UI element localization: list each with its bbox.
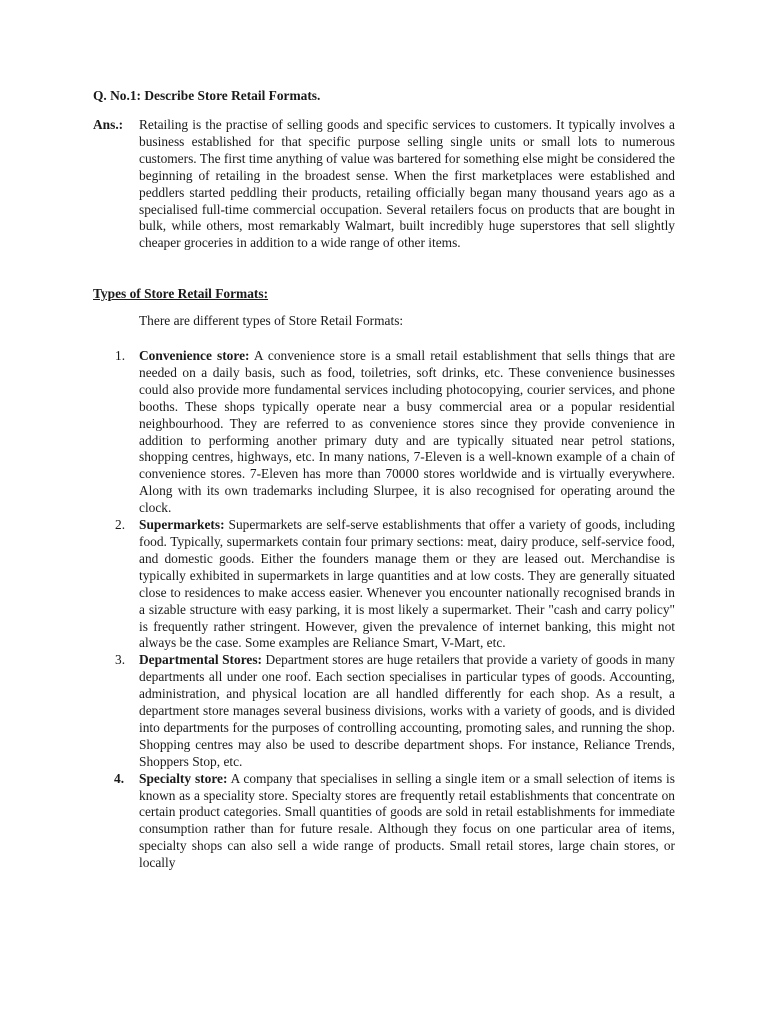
item-title: Convenience store: — [139, 348, 250, 363]
item-number: 4. — [114, 770, 125, 786]
types-heading: Types of Store Retail Formats: — [93, 286, 269, 301]
item-number: 2. — [115, 517, 126, 533]
item-title: Supermarkets: — [139, 517, 225, 533]
item-text: A convenience store is a small retail establishment that sells things that are needed on a daily basis, such as food, toiletries, soft drinks, etc. These convenience businesses could also provide more fundamental services including photocopying, courier services, and phone booths. These shops typically operate near a busy commercial area or a popular residential neighbourhood. They are referred to as convenience stores since they provide convenience in addition to performing another primary duty and are typically situated near petrol stations, shopping centres, highways, etc. In many nations, 7-Eleven is a well-known example of a chain of convenience stores. 7-Eleven has more than 70000 stores worldwide and is virtually everywhere. Along with its own trademarks including Slurpee, it is also recognised for operating around the clock. — [139, 348, 676, 516]
list-item — [115, 652, 675, 770]
intro-text: There are different types of Store Retail Formats: — [139, 313, 404, 328]
list-item — [114, 770, 675, 872]
answer-label: Ans.: — [93, 117, 124, 132]
item-number: 3. — [115, 652, 126, 668]
item-title: Specialty store: — [139, 770, 228, 786]
question-heading: Q. No.1: Describe Store Retail Formats. — [93, 88, 321, 103]
item-text: Supermarkets are self-serve establishments that offer a variety of goods, including food. Typically, supermarkets contain four primary sections: meat, dairy produce, self-service food, and domestic goods. Either the founders manage them or they are leased out. Merchandise is typically exhibited in supermarkets in large quantities and at low costs. They are generally situated close to residences to make access easier. Whenever you encounter nationally recognised brands in a sizable structure with easy parking, it is most likely a supermarket. Their "cash and carry policy" is frequently rather stringent. However, given the prevalence of internet banking, this might not always be the case. Some examples are Reliance Smart, V-Mart, etc. — [139, 517, 675, 651]
item-text: A company that specialises in selling a single item or a small selection of items is known as a speciality store. Specialty stores are frequently retail establishments that concentrate on certain product categories. Small quantities of goods are sold in retail establishments for immediate consumption rather than for future resale. Although they focus on one particular area of items, specialty shops can also sell a wide range of products. Small retail stores, large chain stores, or locally — [139, 770, 675, 871]
item-number: 1. — [115, 348, 126, 363]
item-title: Departmental Stores: — [139, 652, 263, 668]
list-item — [115, 348, 676, 517]
answer-paragraph: Retailing is the practise of selling goods and specific services to customers. It typically involves a business established for that specific purpose selling single units or small lots to numerous customers. The first time anything of value was bartered for something else might be considered the beginning of retailing in the broadest sense. When the first marketplaces were established and peddlers started peddling their products, retailing officially began many thousand years ago as a specialised full-time commercial occupation. Several retailers focus on products that are bought in bulk, while others, most remarkably Walmart, built incredibly huge superstores that sell slightly cheaper groceries in addition to a wide range of other items. — [139, 117, 675, 251]
retail-formats-list — [114, 348, 676, 872]
list-item — [115, 517, 675, 652]
item-text: Department stores are huge retailers that provide a variety of goods in many departments all under one roof. Each section specialises in particular types of goods. Accounting, administration, and physical location are all handled differently for each shop. As a result, a department store manages several business divisions, works with a variety of goods, and is divided into departments for the purposes of controlling accounting, promoting sales, and running the shop. Shopping centres may also be used to describe department shops. For instance, Reliance Trends, Shoppers Stop, etc. — [139, 652, 675, 769]
